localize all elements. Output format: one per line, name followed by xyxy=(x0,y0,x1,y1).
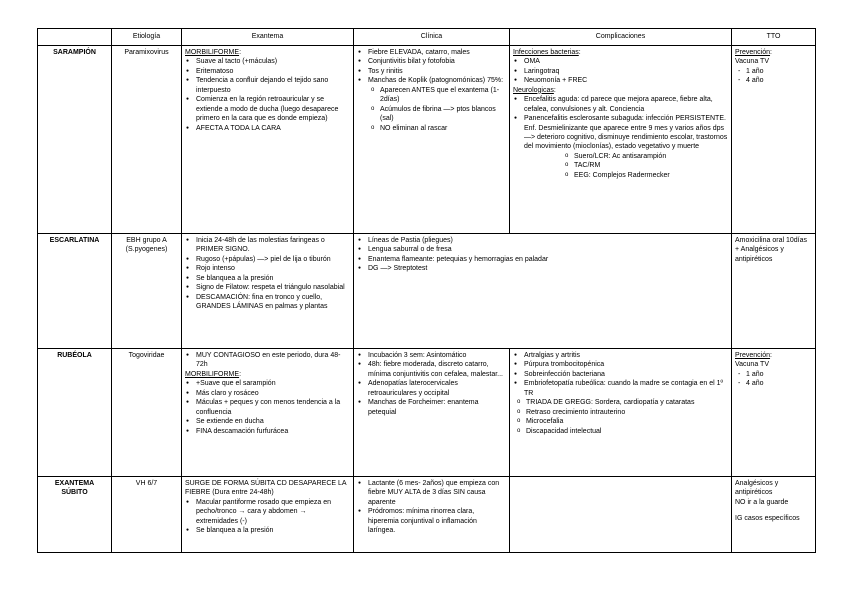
header-clinica: Clínica xyxy=(354,29,510,46)
list-item: ● MUY CONTAGIOSO en este periodo, dura 48-72h xyxy=(196,351,350,370)
complicaciones-list xyxy=(513,351,728,436)
tto-cell xyxy=(732,349,816,477)
list-item: ● Manchas de Forcheimer: enantema petequial xyxy=(368,398,506,417)
clinica-cell xyxy=(354,477,510,553)
list-item: ● Signo de Filatow: respeta el triángulo nasolabial xyxy=(196,283,350,292)
contagio-list xyxy=(185,351,350,370)
header-row xyxy=(38,29,816,46)
list-item: ● Se blanquea a la presión xyxy=(196,274,350,283)
complicaciones-cell xyxy=(510,46,732,234)
list-item: ● Manchas de Koplik (patognomónicas) 75%: o Aparecen ANTES que el exantema (1-2días) o Acúmulos de fibrina —> ptos blancos (sal) o NO eliminan al rascar xyxy=(368,76,506,133)
embriofetopatia-sublist xyxy=(514,398,728,436)
list-item: ● Tos y rinitis xyxy=(368,67,506,76)
list-item: ● Líneas de Pastia (pliegues) xyxy=(368,236,728,245)
list-item: ● Artralgias y artritis xyxy=(524,351,728,360)
vacuna-list xyxy=(735,67,812,86)
prevencion-heading: Prevención: xyxy=(735,352,772,359)
list-item: ● Eritematoso xyxy=(196,67,350,76)
list-item: o TRIADA DE GREGG: Sordera, cardiopatía y cataratas xyxy=(526,398,728,407)
list-item: ● Inicia 24-48h de las molestias faringeas o PRIMER SIGNO. xyxy=(196,236,350,255)
list-item: o Aparecen ANTES que el exantema (1-2días) xyxy=(380,86,506,105)
list-item: ● Macular pantiforme rosado que empieza en pecho/tronco → cara y abdomen → extremidades (-) xyxy=(196,498,350,526)
list-item: ● +Suave que el sarampión xyxy=(196,379,350,388)
list-item: ● Más claro y rosáceo xyxy=(196,389,350,398)
list-item: o Retraso crecimiento intrauterino xyxy=(526,408,728,417)
exantema-heading: MORBILIFORME: xyxy=(185,49,242,56)
list-item: ● Fiebre ELEVADA, catarro, males xyxy=(368,48,506,57)
list-item: o EEG: Complejos Radermecker xyxy=(574,171,728,180)
list-item: ● Laringotraq xyxy=(524,67,728,76)
list-item: ● Lengua saburral o de fresa xyxy=(368,245,728,254)
list-item: ● Conjuntivitis bilat y fotofobia xyxy=(368,57,506,66)
vacuna-line: Vacuna TV xyxy=(735,361,769,369)
complicaciones-cell xyxy=(510,349,732,477)
tto-line: Analgésicos y antipiréticos xyxy=(735,480,779,497)
list-item: ● Pródromos: mínima rinorrea clara, hiperemia conjuntival o inflamación laríngea. xyxy=(368,507,506,535)
clinica-list xyxy=(357,351,506,417)
list-item: o TAC/RM xyxy=(574,161,728,170)
list-item: ● Máculas + peques y con menos tendencia a la confluencia xyxy=(196,398,350,417)
row-sarampion xyxy=(38,46,816,234)
list-item: ● Embriofetopatía rubeólica: cuando la madre se contagia en el 1º TR o TRIADA DE GREGG: Sordera, cardiopatía y cataratas o Retraso crecimiento intrauterino o Microcefalia o Discapacidad intelectual xyxy=(524,379,728,436)
list-item: ● Panencefalitis esclerosante subaguda: infección PERSISTENTE. Enf. Desmielinizante que aparece entre 9 mes y varios años dps —> deterioro cognitivo, disminuye rendimiento escolar, trastornos del movimiento (mioclonías), estado vegetativo y muerte o Suero/LCR: Ac antisarampión o TAC/RM o EEG: Complejos Radermecker xyxy=(524,114,728,180)
exantema-intro: SURGE DE FORMA SÚBITA CD DESAPARECE LA FIEBRE (Dura entre 24-48h) xyxy=(185,480,347,497)
list-item: - 1 año xyxy=(746,370,812,379)
vacuna-list xyxy=(735,370,812,389)
list-item: o Microcefalia xyxy=(526,417,728,426)
spacer xyxy=(735,507,812,514)
header-complicaciones: Complicaciones xyxy=(510,29,732,46)
list-item: ● Rojo intenso xyxy=(196,264,350,273)
list-item: ● Tendencia a confluir dejando el tejido sano interpuesto xyxy=(196,76,350,95)
list-item: o NO eliminan al rascar xyxy=(380,124,506,133)
clinica-list xyxy=(357,236,728,274)
list-item: ● Rugoso (+pápulas) —> piel de lija o tiburón xyxy=(196,255,350,264)
prevencion-heading: Prevención: xyxy=(735,49,772,56)
list-item: ● Lactante (6 mes- 2años) que empieza con fiebre MUY ALTA de 3 días SIN causa aparente xyxy=(368,479,506,507)
exantema-list xyxy=(185,498,350,536)
neurologicas-list xyxy=(513,95,728,180)
row-exantema-subito xyxy=(38,477,816,553)
list-item: ● DG —> Streptotest xyxy=(368,264,728,273)
list-item: ● FINA descamación furfurácea xyxy=(196,427,350,436)
koplik-sublist xyxy=(368,86,506,133)
header-etiologia: Etiología xyxy=(112,29,182,46)
list-item: ● Enantema flameante: petequias y hemorragias en paladar xyxy=(368,255,728,264)
disease-name: RUBÉOLA xyxy=(38,349,112,477)
disease-name: SARAMPIÓN xyxy=(38,46,112,234)
tto-line: NO ir a la guarde xyxy=(735,498,789,506)
exantema-cell xyxy=(182,477,354,553)
list-item: o Discapacidad intelectual xyxy=(526,427,728,436)
header-exantema: Exantema xyxy=(182,29,354,46)
exantema-list xyxy=(185,379,350,436)
vacuna-line: Vacuna TV xyxy=(735,58,769,66)
list-item: ● Suave al tacto (+máculas) xyxy=(196,57,350,66)
list-item: ● DESCAMACIÓN: fina en tronco y cuello, GRANDES LÁMINAS en palmas y plantas xyxy=(196,293,350,312)
tto-cell xyxy=(732,477,816,553)
clinica-list xyxy=(357,48,506,133)
list-item: ● Púrpura trombocitopénica xyxy=(524,360,728,369)
clinica-list xyxy=(357,479,506,536)
infecciones-list xyxy=(513,57,728,85)
complicaciones-cell xyxy=(510,477,732,553)
list-item: o Suero/LCR: Ac antisarampión xyxy=(574,152,728,161)
list-item: ● OMA xyxy=(524,57,728,66)
list-item: ● AFECTA A TODA LA CARA xyxy=(196,124,350,133)
tto-cell xyxy=(732,46,816,234)
disease-name: EXANTEMA SÚBITO xyxy=(38,477,112,553)
list-item: ● Sobreinfección bacteriana xyxy=(524,370,728,379)
tto-cell: Amoxicilina oral 10días + Analgésicos y antipiréticos xyxy=(732,234,816,349)
exantema-cell xyxy=(182,46,354,234)
row-rubeola xyxy=(38,349,816,477)
list-item: ● Comienza en la región retroauricular y se extiende a modo de ducha (luego desaparece primero en la cara que es donde empieza) xyxy=(196,95,350,123)
clinica-cell xyxy=(354,234,732,349)
list-item: ● Encefalitis aguda: cd parece que mejora aparece, fiebre alta, cefalea, convulsiones y alt. Conciencia xyxy=(524,95,728,114)
exantema-cell xyxy=(182,349,354,477)
header-tto: TTO xyxy=(732,29,816,46)
tto-line: IG casos específicos xyxy=(735,515,800,523)
list-item: - 4 año xyxy=(746,379,812,388)
list-item: - 1 año xyxy=(746,67,812,76)
list-item: ● Se extiende en ducha xyxy=(196,417,350,426)
etiologia-cell: VH 6/7 xyxy=(112,477,182,553)
etiologia-cell: EBH grupo A (S.pyogenes) xyxy=(112,234,182,349)
list-item: o Acúmulos de fibrina —> ptos blancos (sal) xyxy=(380,105,506,124)
disease-table xyxy=(37,28,816,553)
etiologia-cell: Togoviridae xyxy=(112,349,182,477)
list-item: ● Se blanquea a la presión xyxy=(196,526,350,535)
exantema-list xyxy=(185,57,350,133)
list-item: ● Neuomonía + FREC xyxy=(524,76,728,85)
list-item: - 4 año xyxy=(746,76,812,85)
etiologia-cell: Paramixovirus xyxy=(112,46,182,234)
clinica-cell xyxy=(354,46,510,234)
exantema-heading: MORBILIFORME: xyxy=(185,370,242,378)
exantema-cell xyxy=(182,234,354,349)
list-item: ● Incubación 3 sem: Asintomático xyxy=(368,351,506,360)
neurologicas-heading: Neurologicas: xyxy=(513,86,556,94)
list-item: ● Adenopatías laterocervicales retroauriculares y occipital xyxy=(368,379,506,398)
exantema-list xyxy=(185,236,350,312)
diagnostico-sublist xyxy=(524,152,728,180)
header-empty xyxy=(38,29,112,46)
list-item: ● 48h: fiebre moderada, discreto catarro, mínima conjuntivitis con cefalea, malestar... xyxy=(368,360,506,379)
clinica-cell xyxy=(354,349,510,477)
row-escarlatina xyxy=(38,234,816,349)
complicaciones-heading: Infecciones bacterias: xyxy=(513,49,581,56)
disease-name: ESCARLATINA xyxy=(38,234,112,349)
